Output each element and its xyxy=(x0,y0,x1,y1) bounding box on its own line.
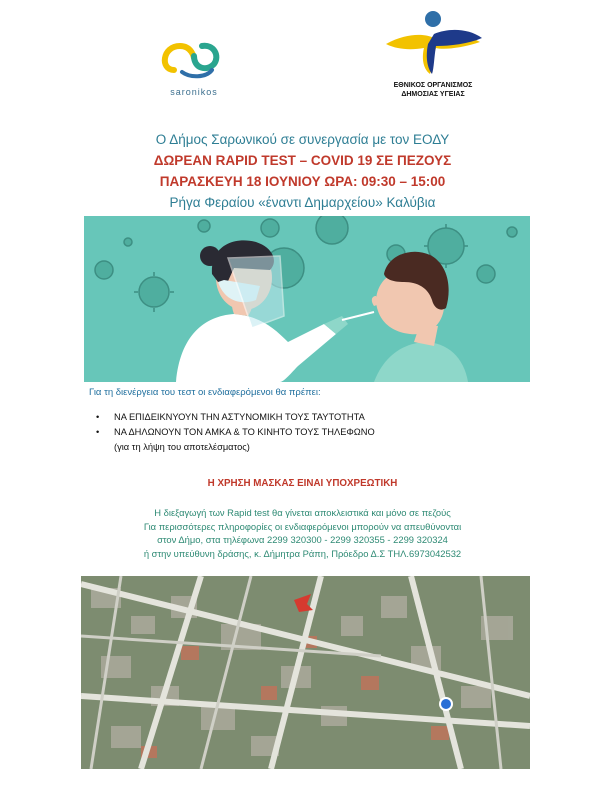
info-line-1: Η διεξαγωγή των Rapid test θα γίνεται αποκλειστικά και μόνο σε πεζούς xyxy=(154,507,451,518)
requirement-amka-phone: ΝΑ ΔΗΛΩΝΟΥΝ ΤΟΝ ΑΜΚΑ & ΤΟ ΚΙΝΗΤΟ ΤΟΥΣ ΤΗΛΕΦΩΝΟ xyxy=(114,427,375,437)
info-line-4: ή στην υπεύθυνη δράσης, κ. Δήμητρα Ράπη, Πρόεδρο Δ.Σ ΤΗΛ.6973042532 xyxy=(143,547,462,559)
location-map xyxy=(81,576,530,769)
map-pin-icon xyxy=(440,698,452,710)
heading-free-rapid-test: ΔΩΡΕΑΝ RAPID TEST – COVID 19 ΣΕ ΠΕΖΟΥΣ xyxy=(153,153,452,168)
info-line-2: Για περισσότερες πληροφορίες οι ενδιαφερόμενοι μπορούν να απευθύνονται xyxy=(143,520,462,532)
bullet-icon: • xyxy=(96,412,100,422)
saronikos-logo-icon xyxy=(158,34,230,80)
list-item-note xyxy=(96,440,516,455)
requirement-id: ΝΑ ΕΠΙΔΕΙΚΝΥΟΥΝ ΤΗΝ ΑΣΤΥΝΟΜΙΚΗ ΤΟΥΣ ΤΑΥΤΟΤΗΤΑ xyxy=(114,412,365,422)
bullet-icon: • xyxy=(96,427,100,437)
list-item xyxy=(96,410,516,425)
list-item xyxy=(96,425,516,440)
swab-test-illustration xyxy=(84,216,530,382)
heading-location: Ρήγα Φεραίου «έναντι Δημαρχείου» Καλύβια xyxy=(169,195,436,210)
saronikos-wordmark: saronikos xyxy=(170,87,218,97)
info-block xyxy=(0,506,605,560)
heading-date-time: ΠΑΡΑΣΚΕΥΗ 18 ΙΟΥΝΙΟΥ ΩΡΑ: 09:30 – 15:00 xyxy=(159,174,446,189)
eody-title-line1: ΕΘΝΙΚΟΣ ΟΡΓΑΝΙΣΜΟΣ xyxy=(393,82,473,89)
mask-notice: Η ΧΡΗΣΗ ΜΑΣΚΑΣ ΕΙΝΑΙ ΥΠΟΧΡΕΩΤΙΚΗ xyxy=(207,478,398,489)
eody-logo xyxy=(378,10,488,102)
heading-partnership: Ο Δήμος Σαρωνικού σε συνεργασία με τον ΕΟΔΥ xyxy=(155,132,450,147)
info-line-3: στον Δήμο, στα τηλέφωνα 2299 320300 - 2299 320355 - 2299 320324 xyxy=(157,534,448,545)
saronikos-logo xyxy=(158,34,230,100)
eody-logo-icon xyxy=(378,10,488,76)
requirement-note: (για τη λήψη του αποτελέσματος) xyxy=(114,442,250,452)
eody-title-line2: ΔΗΜΟΣΙΑΣ ΥΓΕΙΑΣ xyxy=(401,91,465,98)
requirements-list xyxy=(96,410,516,455)
intro-text: Για τη διενέργεια του τεστ οι ενδιαφερόμενοι θα πρέπει: xyxy=(89,387,321,398)
